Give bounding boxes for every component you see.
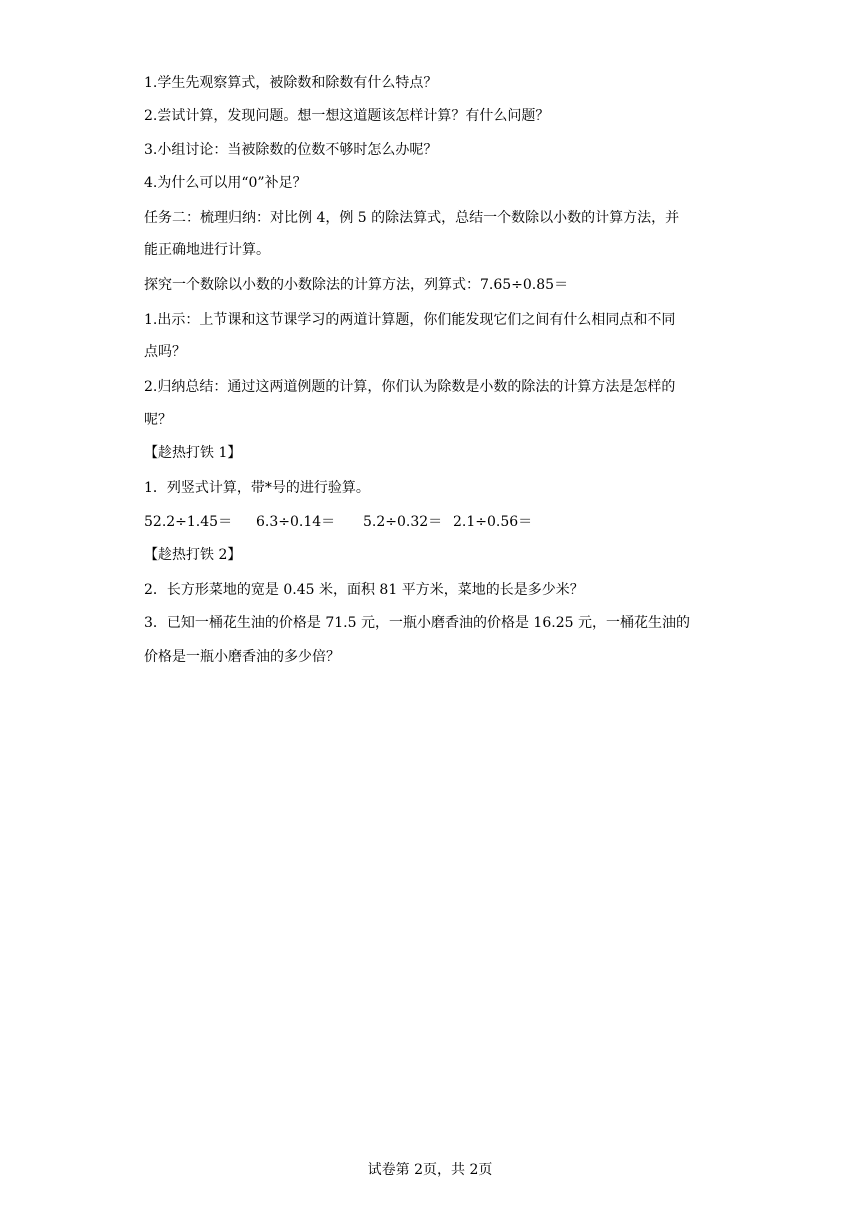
summary-question-continued: 呢？	[144, 412, 172, 428]
show-question-continued: 点吗？	[144, 344, 186, 360]
exercise-3-question: 3．已知一桶花生油的价格是 71.5 元，一瓶小磨香油的价格是 16.25 元，一桶花生油的	[144, 615, 690, 631]
practice-1-heading: 【趁热打铁 1】	[144, 445, 242, 461]
exercise-3-question-continued: 价格是一瓶小磨香油的多少倍？	[144, 649, 340, 665]
task-2-continued: 能正确地进行计算。	[144, 242, 270, 258]
calculation-item: 52.2÷1.45＝	[144, 514, 233, 530]
calculation-item: 6.3÷0.14＝	[256, 514, 336, 530]
summary-question: 2.归纳总结：通过这两道例题的计算，你们认为除数是小数的除法的计算方法是怎样的	[144, 379, 676, 395]
practice-2-heading: 【趁热打铁 2】	[144, 547, 242, 563]
exercise-1-instruction: 1．列竖式计算，带*号的进行验算。	[144, 480, 370, 496]
show-question: 1.出示：上节课和这节课学习的两道计算题，你们能发现它们之间有什么相同点和不同	[144, 312, 676, 328]
page-footer: 试卷第 2页，共 2页	[367, 1162, 493, 1178]
task-2-heading: 任务二：梳理归纳：对比例 4，例 5 的除法算式，总结一个数除以小数的计算方法，并	[144, 210, 680, 226]
exercise-2-question: 2．长方形菜地的宽是 0.45 米，面积 81 平方米，菜地的长是多少米？	[144, 582, 584, 598]
step-2-try: 2.尝试计算，发现问题。想一想这道题该怎样计算？有什么问题？	[144, 108, 550, 124]
step-1-observe: 1.学生先观察算式，被除数和除数有什么特点？	[144, 75, 438, 91]
step-4-why-zero: 4.为什么可以用“0”补足？	[144, 175, 307, 191]
step-3-discuss: 3.小组讨论：当被除数的位数不够时怎么办呢？	[144, 142, 438, 158]
calculation-row	[144, 512, 724, 532]
explore-equation: 探究一个数除以小数的小数除法的计算方法，列算式：7.65÷0.85＝	[144, 277, 569, 293]
calculation-item: 2.1÷0.56＝	[453, 514, 533, 530]
calculation-item: 5.2÷0.32＝	[363, 514, 443, 530]
